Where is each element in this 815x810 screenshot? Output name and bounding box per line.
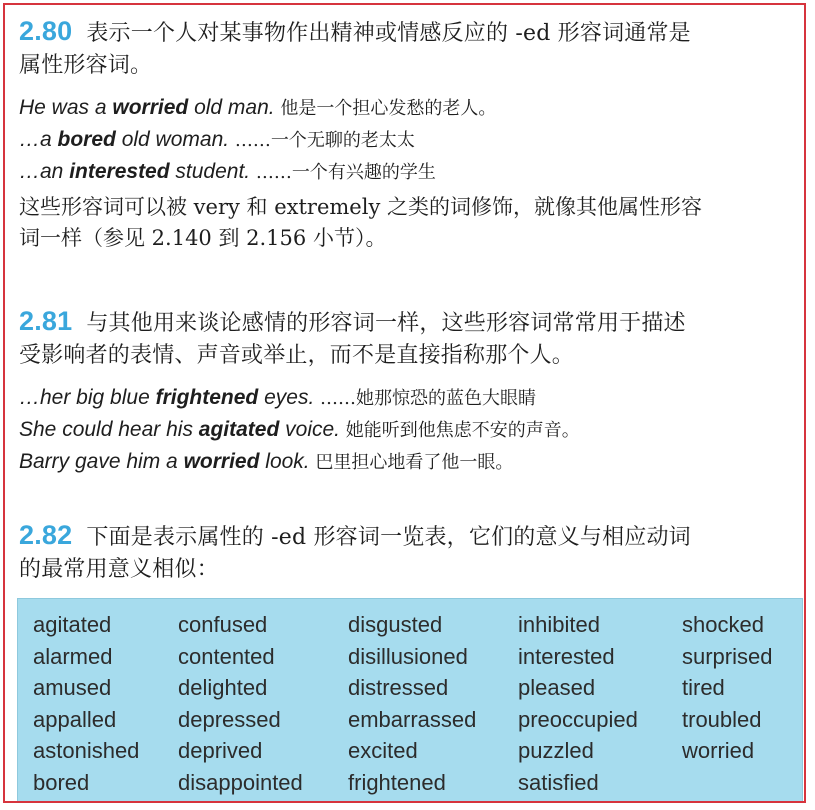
word-item: alarmed [33,643,113,669]
word-item: shocked [682,612,764,637]
word-column [178,609,303,799]
word-item: amused [33,675,112,701]
heading-text-line2: 受影响者的表情、声音或举止，而不是直接指称那个人。 [19,343,575,368]
note-line2: 词一样（参见 2.140 到 2.156 小节）。 [19,226,387,250]
translation: 他是一个担心发愁的老人。 [274,98,497,119]
keyword: interested [69,160,170,183]
page-frame [3,3,806,803]
word-item: embarrassed [348,706,477,732]
keyword: frightened [155,386,259,409]
word-item: deprived [178,738,263,764]
word-item: disillusioned [348,643,468,669]
section-number: 2.82 [19,520,73,550]
word-item: astonished [33,738,140,764]
keyword: agitated [198,418,280,441]
section-heading [19,15,803,50]
section-2-82 [19,519,803,586]
section-heading [19,305,803,340]
word-item: agitated [33,612,112,637]
word-item: surprised [682,643,773,669]
word-item: troubled [682,706,762,732]
word-column [682,609,772,767]
translation: 巴里担心地看了他一眼。 [309,452,514,473]
section-number: 2.81 [19,306,73,336]
word-item: pleased [518,675,596,701]
word-item: inhibited [518,612,600,637]
word-item: bored [33,769,90,795]
word-column [348,609,476,799]
word-item: interested [518,643,615,669]
word-item: tired [682,675,725,701]
translation: 她能听到他焦虑不安的声音。 [340,420,580,441]
keyword: worried [183,450,260,473]
note-line1: 这些形容词可以被 very 和 extremely 之类的词修饰，就像其他属性形容 [19,195,702,219]
heading-text-line1: 与其他用来谈论感情的形容词一样，这些形容词常常用于描述 [86,311,686,336]
word-item: puzzled [518,738,594,764]
heading-text-line1: 下面是表示属性的 -ed 形容词一览表，它们的意义与相应动词 [86,525,691,550]
section-2-81 [19,305,803,478]
section-number: 2.80 [19,16,73,46]
word-item: preoccupied [518,706,638,732]
example-sentence: …a bored old woman. ……一个无聊的老太太 [19,128,415,151]
word-item: disgusted [348,612,443,637]
example-sentence: He was a worried old man. 他是一个担心发愁的老人。 [19,96,497,119]
word-item: excited [348,738,418,764]
heading-text-line1: 表示一个人对某事物作出精神或情感反应的 -ed 形容词通常是 [86,21,691,46]
translation: ……一个无聊的老太太 [229,130,415,151]
example-sentence: …her big blue frightened eyes. ……她那惊恐的蓝色大眼睛 [19,386,537,409]
heading-text-line2: 的最常用意义相似： [19,557,219,582]
keyword: worried [112,96,189,119]
word-item: disappointed [178,769,303,795]
section-heading [19,519,803,554]
example-sentence: She could hear his agitated voice. 她能听到他焦虑不安的声音。 [19,418,580,441]
word-item: distressed [348,675,449,701]
translation: ……一个有兴趣的学生 [250,162,436,183]
translation: ……她那惊恐的蓝色大眼睛 [314,388,537,409]
word-item: depressed [178,706,281,732]
word-list-box [17,598,803,802]
word-item: contented [178,643,275,669]
word-item: confused [178,612,268,637]
keyword: bored [57,128,116,151]
word-column [518,609,638,799]
word-item: appalled [33,706,117,732]
word-item: worried [682,738,755,764]
example-sentence: …an interested student. ……一个有兴趣的学生 [19,160,436,183]
section-2-80 [19,15,803,254]
word-item: frightened [348,769,446,795]
example-sentence: Barry gave him a worried look. 巴里担心地看了他一眼。 [19,450,514,473]
word-item: satisfied [518,769,599,795]
word-item: delighted [178,675,268,701]
word-column [33,609,139,799]
heading-text-line2: 属性形容词。 [19,53,153,78]
